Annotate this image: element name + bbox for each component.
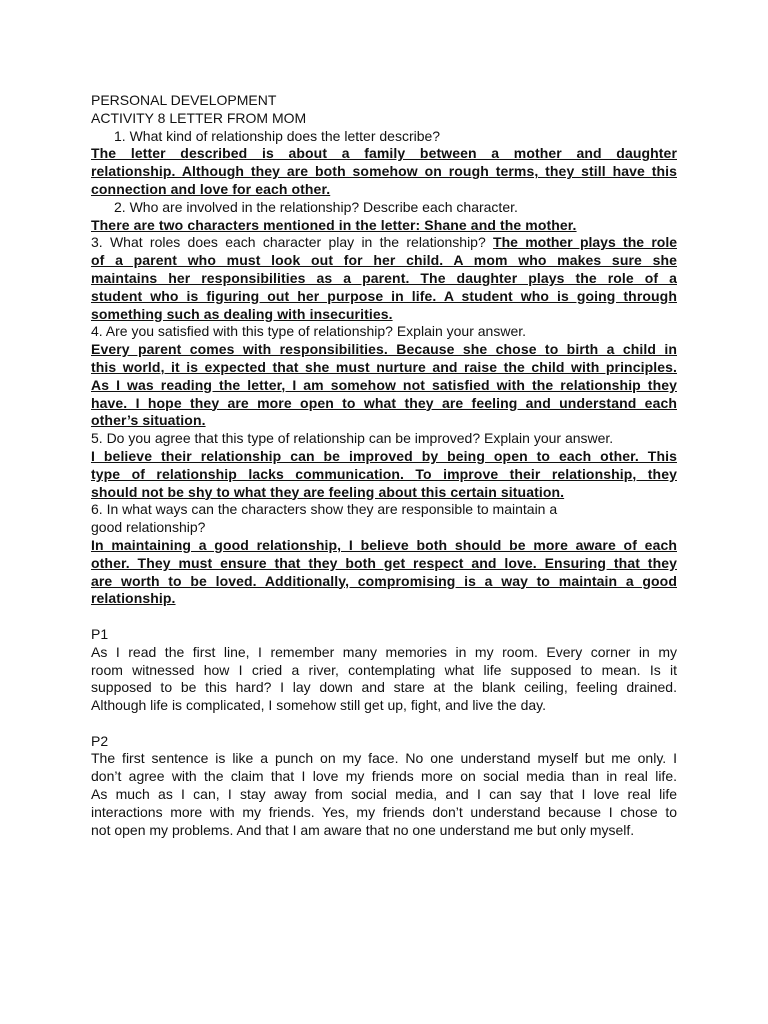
answer-5-line: I believe their relationship can be improved by being open to each other. This [91, 447, 677, 464]
answer-6-line: are worth to be loved. Additionally, compromising is a way to maintain a good [91, 572, 677, 589]
question-4: 4. Are you satisfied with this type of relationship? Explain your answer. [91, 323, 527, 340]
answer-1-line: The letter described is about a family between a mother and daughter [91, 145, 677, 162]
paragraph-2-line: interactions more with my friends. Yes, my friends don’t understand because I chose to [91, 803, 677, 820]
paragraph-2-line: don’t agree with the claim that I love my friends more on social media than in real life. [91, 768, 677, 785]
paragraph-2-line: not open my problems. And that I am aware that no one understand me but only myself. [91, 821, 635, 838]
answer-3-line: of a parent who must look out for her child. A mom who makes sure she [91, 252, 677, 269]
paragraph-2-label: P2 [91, 732, 109, 749]
answer-5-line: type of relationship lacks communication. To improve their relationship, they [91, 465, 677, 482]
answer-1-line: relationship. Although they are both somehow on rough terms, they still have this [91, 163, 677, 180]
paragraph-1-label: P1 [91, 625, 109, 642]
question-5: 5. Do you agree that this type of relationship can be improved? Explain your answer. [91, 430, 614, 447]
answer-3-line: student who is figuring out her purpose in life. A student who is going through [91, 287, 677, 304]
answer-4-line: this world, it is expected that she must nurture and raise the child with principles. [91, 358, 677, 375]
spacer [91, 608, 677, 626]
paragraph-2-line: As much as I can, I stay away from social media, and I can say that I love real life [91, 786, 677, 803]
answer-4-line: As I was reading the letter, I am somehow not satisfied with the relationship they [91, 376, 677, 393]
answer-4-line: Every parent comes with responsibilities. Because she chose to birth a child in [91, 341, 677, 358]
paragraph-1-line: room witnessed how I cried a river, contemplating what life supposed to mean. Is it [91, 661, 677, 678]
answer-3-line: maintains her responsibilities as a parent. The daughter plays the role of a [91, 269, 677, 286]
answer-4-line: other’s situation. [91, 412, 206, 429]
paragraph-1-line: supposed to be this hard? I lay down and stare at the blank ceiling, feeling drained. [91, 679, 677, 696]
activity-title: ACTIVITY 8 LETTER FROM MOM [91, 109, 307, 126]
paragraph-1-line: As I read the first line, I remember many memories in my room. Every corner in my [91, 643, 677, 660]
answer-4-line: have. I hope they are more open to what they are feeling and understand each [91, 394, 677, 411]
paragraph-1-line: Although life is complicated, I somehow still get up, fight, and live the day. [91, 697, 546, 714]
question-6-line: 6. In what ways can the characters show they are responsible to maintain a [91, 501, 558, 518]
paragraph-2 [91, 750, 677, 839]
answer-6-line: relationship. [91, 590, 176, 607]
answer-6-line: other. They must ensure that they both get respect and love. Ensuring that they [91, 554, 677, 571]
answer-5-line: should not be shy to what they are feeling about this certain situation. [91, 483, 565, 500]
answer-2-line: There are two characters mentioned in the letter: Shane and the mother. [91, 216, 577, 233]
spacer [91, 715, 677, 733]
question-3: 3. What roles does each character play in the relationship? [91, 234, 494, 251]
answer-3-line: something such as dealing with insecurities. [91, 305, 393, 322]
question-1: 1. What kind of relationship does the letter describe? [114, 127, 441, 144]
answer-6-line: In maintaining a good relationship, I believe both should be more aware of each [91, 536, 677, 553]
answer-1-line: connection and love for each other. [91, 180, 331, 197]
document-title: PERSONAL DEVELOPMENT [91, 92, 277, 108]
document-page [91, 92, 677, 839]
answer-3-start: The mother plays the role [493, 234, 677, 251]
question-2: 2. Who are involved in the relationship? Describe each character. [114, 198, 518, 215]
paragraph-1 [91, 644, 677, 715]
question-3-line [91, 234, 677, 252]
question-6-line: good relationship? [91, 519, 206, 536]
paragraph-2-line: The first sentence is like a punch on my face. No one understand myself but me only. I [91, 750, 677, 767]
